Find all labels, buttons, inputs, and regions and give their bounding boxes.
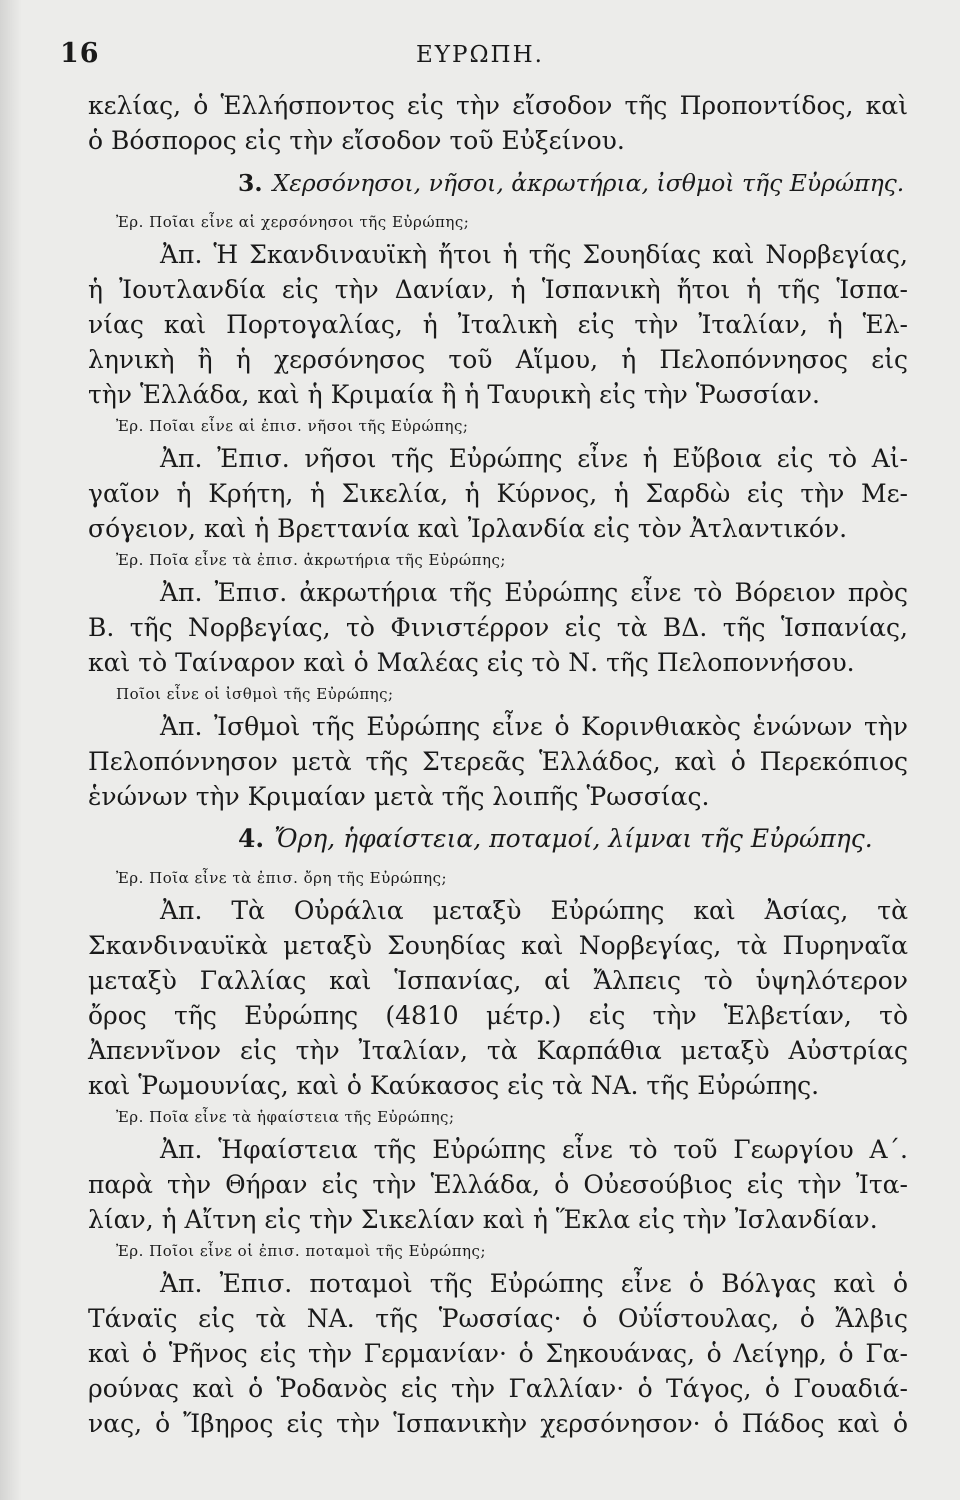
text-line: Ἀπ. Ἰσθμοὶ τῆς Εὐρώπης εἶνε ὁ Κορινθιακὸς ἑνώνων τὴν: [160, 712, 908, 741]
text-line: Ἀπ. Τὰ Οὐράλια μεταξὺ Εὐρώπης καὶ Ἀσίας, τὰ: [160, 896, 908, 925]
question-line: Ἐρ. Ποῖα εἶνε τὰ ἐπισ. ὄρη τῆς Εὐρώπης;: [116, 869, 448, 887]
text-line: Σκανδιναυϊκὰ μεταξὺ Σουηδίας καὶ Νορβεγίας, τὰ Πυρηναῖα: [88, 931, 908, 960]
section-heading: [88, 158, 908, 208]
question-line: Ἐρ. Ποῖοι εἶνε οἱ ἐπισ. ποταμοὶ τῆς Εὐρώπης;: [116, 1242, 486, 1260]
text-line: νας, ὁ Ἴβηρος εἰς τὴν Ἱσπανικὴν χερσόνησον· ὁ Πάδος καὶ ὁ: [88, 1409, 908, 1438]
text-line: λίαν, ἡ Αἴτνη εἰς τὴν Σικελίαν καὶ ἡ Ἕκλα εἰς τὴν Ἰσλανδίαν.: [88, 1205, 878, 1234]
text-line: παρὰ τὴν Θήραν εἰς τὴν Ἑλλάδα, ὁ Οὐεσούβιος εἰς τὴν Ἰτα-: [88, 1170, 908, 1199]
text-line: κελίας, ὁ Ἑλλήσποντος εἰς τὴν εἴσοδον τῆς Προποντίδος, καὶ: [88, 91, 908, 120]
text-line: καὶ Ῥωμουνίας, καὶ ὁ Καύκασος εἰς τὰ ΝΑ. τῆς Εὐρώπης.: [88, 1071, 820, 1100]
text-line: ἑνώνων τὴν Κριμαίαν μετὰ τῆς λοιπῆς Ῥωσσίας.: [88, 782, 710, 811]
text-line: Ἀπ. Ἐπισ. ἀκρωτήρια τῆς Εὐρώπης εἶνε τὸ Βόρειον πρὸς: [160, 578, 908, 607]
text-line: ληνικὴ ἢ ἡ χερσόνησος τοῦ Αἵμου, ἡ Πελοπόννησος εἰς: [88, 345, 908, 374]
question-line: Ποῖοι εἶνε οἱ ἰσθμοὶ τῆς Εὐρώπης;: [116, 685, 394, 703]
text-line: Ἀπ. Ἐπισ. νῆσοι τῆς Εὐρώπης εἶνε ἡ Εὔβοια εἰς τὸ Αἰ-: [160, 444, 908, 473]
question-line: Ἐρ. Ποῖα εἶνε τὰ ἐπισ. ἀκρωτήρια τῆς Εὐρώπης;: [116, 551, 506, 569]
section-title: Ὄρη, ἡφαίστεια, ποταμοί, λίμναι τῆς Εὐρώπης.: [274, 824, 873, 853]
page-body: [88, 88, 908, 1441]
text-line: Τάναϊς εἰς τὰ ΝΑ. τῆς Ῥωσσίας· ὁ Οὐΐστουλας, ὁ Ἄλβις: [88, 1304, 908, 1333]
scan-binding-shadow: [0, 0, 22, 1500]
text-line: ρούνας καὶ ὁ Ῥοδανὸς εἰς τὴν Γαλλίαν· ὁ Τάγος, ὁ Γουαδιά-: [88, 1374, 908, 1403]
text-line: ὄρος τῆς Εὐρώπης (4810 μέτρ.) εἰς τὴν Ἑλβετίαν, τὸ: [88, 1001, 908, 1030]
question-line: Ἐρ. Ποῖα εἶνε τὰ ἡφαίστεια τῆς Εὐρώπης;: [116, 1108, 455, 1126]
text-line: Β. τῆς Νορβεγίας, τὸ Φινιστέρρον εἰς τὰ ΒΔ. τῆς Ἱσπανίας,: [88, 613, 908, 642]
text-line: ὁ Βόσπορος εἰς τὴν εἴσοδον τοῦ Εὐξείνου.: [88, 126, 625, 155]
section-number: 3.: [238, 169, 263, 197]
page-number: 16: [60, 38, 100, 69]
text-line: Πελοπόννησον μετὰ τῆς Στερεᾶς Ἑλλάδος, καὶ ὁ Περεκόπιος: [88, 747, 908, 776]
text-line: τὴν Ἑλλάδα, καὶ ἡ Κριμαία ἢ ἡ Ταυρικὴ εἰς τὴν Ῥωσσίαν.: [88, 380, 820, 409]
section-heading: [88, 814, 908, 864]
text-line: Ἀπ. Ἐπισ. ποταμοὶ τῆς Εὐρώπης εἶνε ὁ Βόλγας καὶ ὁ: [160, 1269, 908, 1298]
text-line: σόγειον, καὶ ἡ Βρεττανία καὶ Ἰρλανδία εἰς τὸν Ἀτλαντικόν.: [88, 514, 848, 543]
text-line: Ἀπεννῖνον εἰς τὴν Ἰταλίαν, τὰ Καρπάθια μεταξὺ Αὐστρίας: [88, 1036, 908, 1065]
text-line: καὶ τὸ Ταίναρον καὶ ὁ Μαλέας εἰς τὸ Ν. τῆς Πελοποννήσου.: [88, 648, 855, 677]
text-line: καὶ ὁ Ῥῆνος εἰς τὴν Γερμανίαν· ὁ Σηκουάνας, ὁ Λείγηρ, ὁ Γα-: [88, 1339, 908, 1368]
text-line: γαῖον ἡ Κρήτη, ἡ Σικελία, ἡ Κύρνος, ἡ Σαρδὼ εἰς τὴν Με-: [88, 479, 908, 508]
section-number: 4.: [238, 824, 265, 853]
question-line: Ἐρ. Ποῖαι εἶνε αἱ ἐπισ. νῆσοι τῆς Εὐρώπης;: [116, 417, 469, 435]
question-line: Ἐρ. Ποῖαι εἶνε αἱ χερσόνησοι τῆς Εὐρώπης;: [116, 213, 470, 231]
text-line: μεταξὺ Γαλλίας καὶ Ἱσπανίας, αἱ Ἄλπεις τὸ ὑψηλότερον: [88, 966, 908, 995]
page-header: [0, 38, 960, 78]
running-head: ΕΥΡΩΠΗ.: [416, 42, 544, 68]
text-line: Ἀπ. Ἡφαίστεια τῆς Εὐρώπης εἶνε τὸ τοῦ Γεωργίου Α΄.: [160, 1135, 908, 1164]
section-title: Χερσόνησοι, νῆσοι, ἀκρωτήρια, ἰσθμοὶ τῆς Εὐρώπης.: [272, 169, 905, 197]
text-line: Ἀπ. Ἡ Σκανδιναυϊκὴ ἤτοι ἡ τῆς Σουηδίας καὶ Νορβεγίας,: [160, 240, 908, 269]
text-line: ἡ Ἰουτλανδία εἰς τὴν Δανίαν, ἡ Ἱσπανικὴ ἤτοι ἡ τῆς Ἱσπα-: [88, 275, 908, 304]
text-line: νίας καὶ Πορτογαλίας, ἡ Ἰταλικὴ εἰς τὴν Ἰταλίαν, ἡ Ἑλ-: [88, 310, 908, 339]
